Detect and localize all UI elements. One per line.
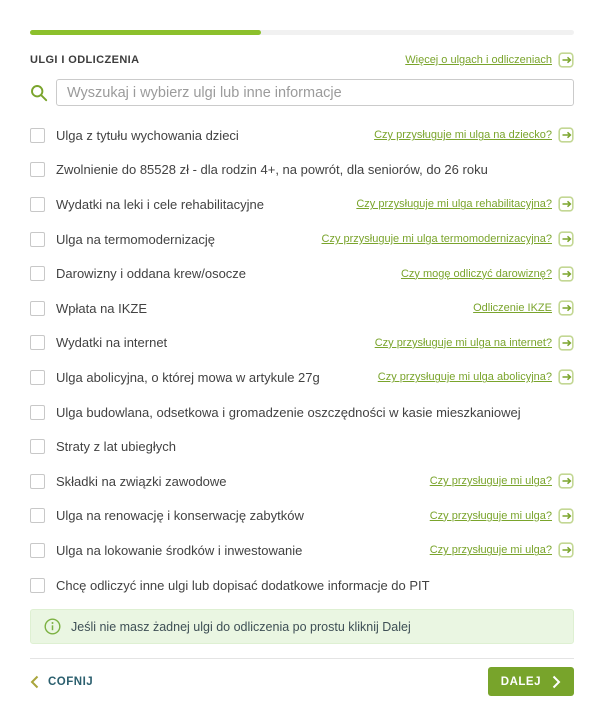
row-help-link-text: Odliczenie IKZE bbox=[473, 302, 552, 315]
row-help-link-text: Czy przysługuje mi ulga? bbox=[429, 544, 552, 557]
checkbox[interactable] bbox=[30, 370, 45, 385]
checkbox-row bbox=[30, 118, 574, 153]
row-help-link[interactable] bbox=[401, 266, 574, 282]
row-help-link-text: Czy mogę odliczyć darowiznę? bbox=[400, 267, 552, 280]
search-bar bbox=[30, 79, 574, 106]
checkbox[interactable] bbox=[30, 474, 45, 489]
checkbox[interactable] bbox=[30, 405, 45, 420]
page-title: ULGI I ODLICZENIA bbox=[30, 54, 140, 66]
goto-icon bbox=[558, 542, 574, 558]
info-banner bbox=[30, 609, 574, 644]
checkbox-row bbox=[30, 222, 574, 257]
goto-icon bbox=[558, 231, 574, 247]
checkbox-row-label[interactable]: Ulga na renowację i konserwację zabytków bbox=[56, 508, 304, 524]
checklist bbox=[30, 118, 574, 602]
checkbox[interactable] bbox=[30, 232, 45, 247]
checkbox-row-label[interactable]: Darowizny i oddana krew/osocze bbox=[56, 266, 247, 282]
goto-icon bbox=[558, 300, 574, 316]
checkbox-row-label[interactable]: Składki na związki zawodowe bbox=[56, 473, 227, 489]
checkbox-row bbox=[30, 499, 574, 534]
goto-icon bbox=[558, 473, 574, 489]
next-button[interactable] bbox=[488, 667, 574, 696]
checkbox-row bbox=[30, 326, 574, 361]
goto-icon bbox=[558, 369, 574, 385]
goto-icon bbox=[558, 335, 574, 351]
row-help-link[interactable] bbox=[430, 473, 574, 489]
checkbox-row bbox=[30, 153, 574, 188]
checkbox-row-label[interactable]: Zwolnienie do 85528 zł - dla rodzin 4+, na powrót, dla seniorów, do 26 roku bbox=[56, 162, 488, 178]
checkbox[interactable] bbox=[30, 128, 45, 143]
row-help-link[interactable] bbox=[430, 542, 574, 558]
checkbox-row-label[interactable]: Wydatki na leki i cele rehabilitacyjne bbox=[56, 196, 264, 212]
row-help-link-text: Czy przysługuje mi ulga? bbox=[429, 509, 552, 522]
checkbox[interactable] bbox=[30, 439, 45, 454]
row-help-link[interactable] bbox=[374, 127, 574, 143]
goto-icon bbox=[558, 52, 574, 68]
footer-nav bbox=[30, 667, 574, 696]
row-help-link-text: Czy przysługuje mi ulga rehabilitacyjna? bbox=[356, 198, 552, 211]
checkbox-row-label[interactable]: Ulga na lokowanie środków i inwestowanie bbox=[56, 542, 303, 558]
goto-icon bbox=[558, 127, 574, 143]
checkbox-row bbox=[30, 395, 574, 430]
checkbox[interactable] bbox=[30, 301, 45, 316]
goto-icon bbox=[558, 508, 574, 524]
checkbox-row bbox=[30, 429, 574, 464]
row-help-link[interactable] bbox=[322, 231, 574, 247]
checkbox-row bbox=[30, 360, 574, 395]
checkbox-row-label[interactable]: Ulga z tytułu wychowania dzieci bbox=[56, 127, 239, 143]
back-button-label: COFNIJ bbox=[48, 675, 94, 688]
row-help-link[interactable] bbox=[375, 335, 574, 351]
checkbox-row-label[interactable]: Ulga budowlana, odsetkowa i gromadzenie oszczędności w kasie mieszkaniowej bbox=[56, 404, 521, 420]
checkbox-row bbox=[30, 256, 574, 291]
checkbox-row-label[interactable]: Wpłata na IKZE bbox=[56, 300, 148, 316]
checkbox[interactable] bbox=[30, 162, 45, 177]
checkbox-row-label[interactable]: Chcę odliczyć inne ulgi lub dopisać dodatkowe informacje do PIT bbox=[56, 577, 430, 593]
row-help-link-text: Czy przysługuje mi ulga termomodernizacyjna? bbox=[321, 233, 552, 246]
row-help-link-text: Czy przysługuje mi ulga na dziecko? bbox=[374, 129, 552, 142]
row-help-link-text: Czy przysługuje mi ulga abolicyjna? bbox=[377, 371, 552, 384]
goto-icon bbox=[558, 196, 574, 212]
wizard-step-page bbox=[0, 30, 604, 696]
progress-fill bbox=[30, 30, 261, 35]
checkbox[interactable] bbox=[30, 335, 45, 350]
row-help-link[interactable] bbox=[473, 300, 574, 316]
chevron-right-icon bbox=[552, 675, 561, 689]
row-help-link-text: Czy przysługuje mi ulga na internet? bbox=[374, 336, 552, 349]
progress-bar bbox=[30, 30, 574, 35]
checkbox[interactable] bbox=[30, 543, 45, 558]
checkbox-row bbox=[30, 464, 574, 499]
row-help-link[interactable] bbox=[378, 369, 574, 385]
next-button-label: DALEJ bbox=[500, 675, 541, 688]
row-help-link[interactable] bbox=[430, 508, 574, 524]
search-icon bbox=[30, 84, 48, 102]
more-about-reliefs-link[interactable] bbox=[405, 52, 574, 68]
checkbox-row bbox=[30, 568, 574, 603]
checkbox-row bbox=[30, 187, 574, 222]
section-header bbox=[30, 52, 574, 68]
row-help-link-text: Czy przysługuje mi ulga? bbox=[429, 475, 552, 488]
goto-icon bbox=[558, 266, 574, 282]
info-banner-text: Jeśli nie masz żadnej ulgi do odliczenia po prostu kliknij Dalej bbox=[71, 619, 411, 634]
checkbox-row-label[interactable]: Straty z lat ubiegłych bbox=[56, 439, 176, 455]
checkbox[interactable] bbox=[30, 578, 45, 593]
back-button[interactable] bbox=[30, 675, 93, 689]
checkbox-row-label[interactable]: Wydatki na internet bbox=[56, 335, 168, 351]
row-help-link[interactable] bbox=[356, 196, 574, 212]
info-icon bbox=[44, 618, 61, 635]
checkbox-row-label[interactable]: Ulga abolicyjna, o której mowa w artykule 27g bbox=[56, 369, 320, 385]
checkbox-row bbox=[30, 533, 574, 568]
checkbox[interactable] bbox=[30, 508, 45, 523]
search-input[interactable] bbox=[56, 79, 574, 106]
more-about-reliefs-link-text: Więcej o ulgach i odliczeniach bbox=[405, 54, 552, 66]
checkbox-row-label[interactable]: Ulga na termomodernizację bbox=[56, 231, 215, 247]
checkbox[interactable] bbox=[30, 197, 45, 212]
checkbox-row bbox=[30, 291, 574, 326]
chevron-left-icon bbox=[30, 675, 39, 689]
checkbox[interactable] bbox=[30, 266, 45, 281]
footer-divider bbox=[30, 658, 574, 659]
